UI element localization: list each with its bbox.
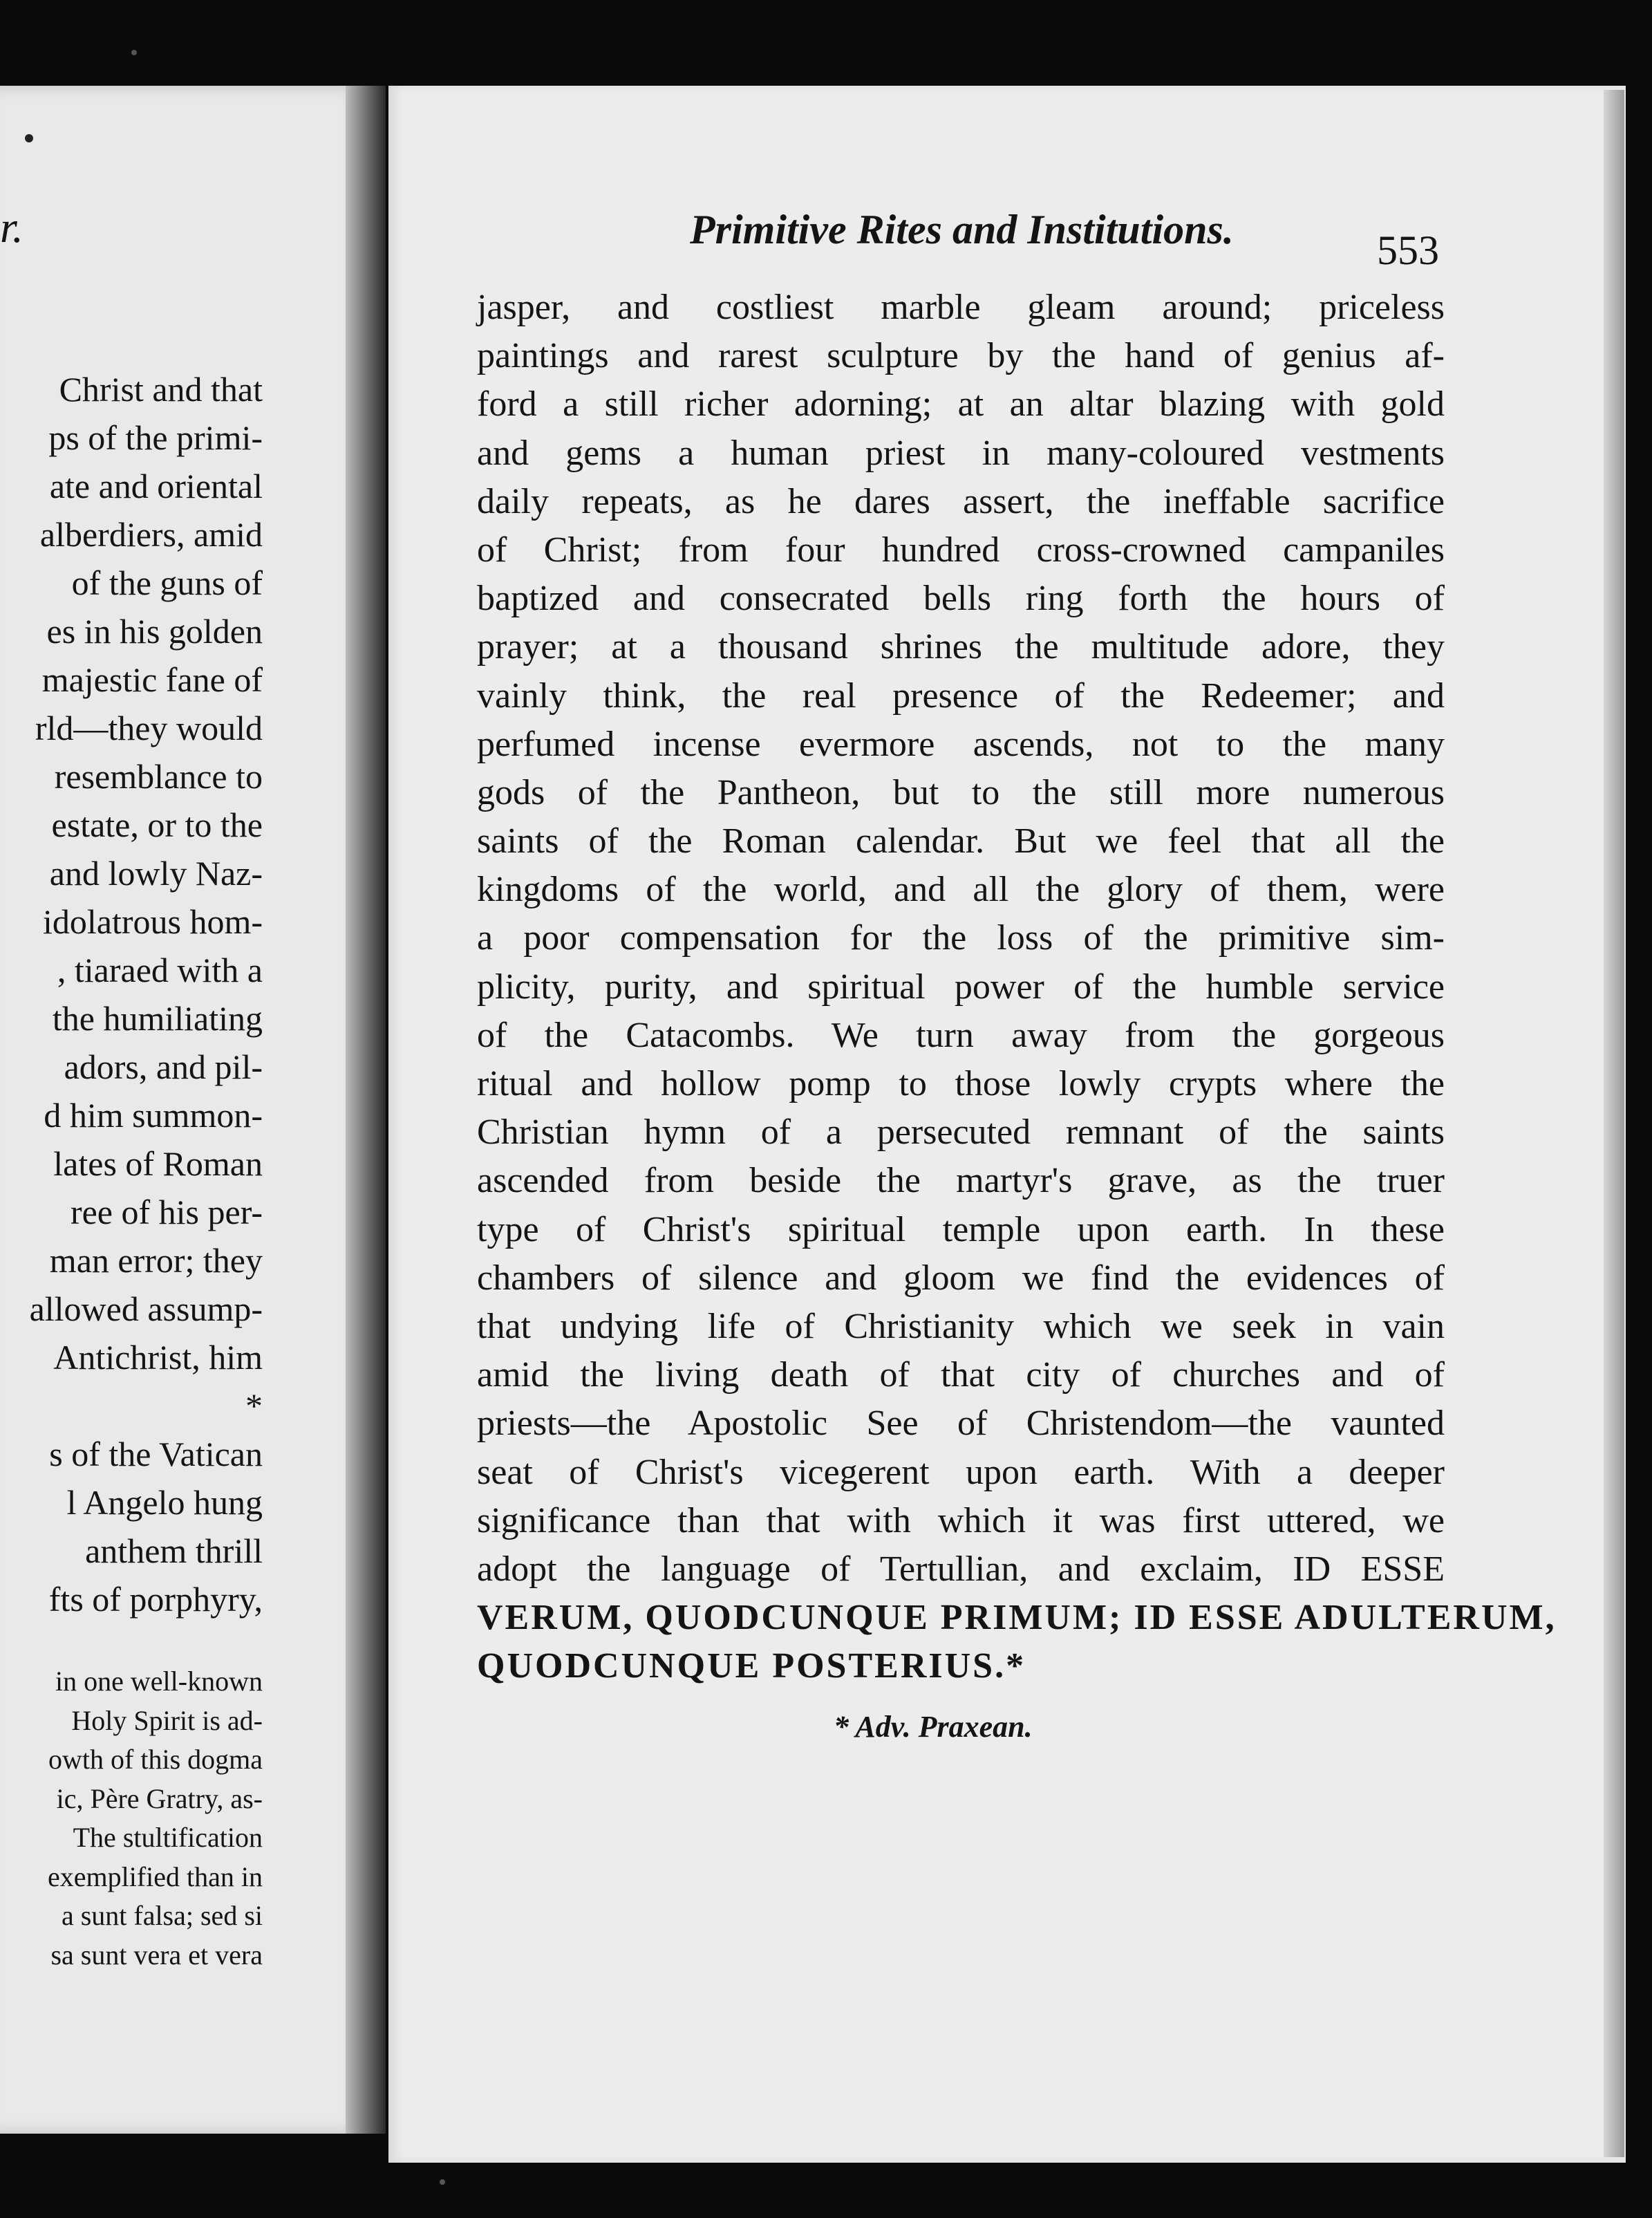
body-line: gods of the Pantheon, but to the still more numerous (477, 772, 1445, 812)
left-line: the humiliating (52, 999, 263, 1038)
body-line: adopt the language of Tertullian, and exclaim, ID ESSE (477, 1549, 1445, 1589)
left-line: estate, or to the (51, 805, 263, 844)
body-line: Christian hymn of a persecuted remnant of the saints (477, 1112, 1445, 1153)
left-line: of the guns of (71, 563, 263, 602)
left-line: rld—they would (35, 709, 263, 747)
left-footnote-line: Holy Spirit is ad- (71, 1704, 263, 1736)
body-line: ritual and hollow pomp to those lowly crypts where the (477, 1064, 1445, 1103)
ink-speck-icon (25, 134, 33, 142)
left-page (0, 86, 368, 2134)
body-line: daily repeats, as he dares assert, the ineffable sacrifice (477, 481, 1445, 521)
left-line: man error; they (49, 1241, 263, 1280)
left-footnote-line: owth of this dogma (48, 1744, 263, 1775)
body-line: significance than that with which it was first uttered, we (477, 1500, 1445, 1540)
body-line: baptized and consecrated bells ring forth the hours of (477, 579, 1445, 619)
left-line: anthem thrill (85, 1531, 263, 1570)
body-line: perfumed incense evermore ascends, not to the many (477, 724, 1445, 764)
left-line: Antichrist, him (53, 1338, 263, 1377)
left-line: ate and oriental (49, 467, 263, 505)
left-line: ree of his per- (70, 1193, 263, 1231)
left-line: majestic fane of (41, 660, 263, 699)
left-line: es in his golden (46, 612, 263, 651)
left-line: d him summon- (44, 1096, 263, 1135)
main-body-text (477, 283, 1557, 1690)
left-line: lates of Roman (53, 1144, 263, 1183)
footnote: * Adv. Praxean. (834, 1710, 1033, 1744)
left-footnote-line: sa sunt vera et vera (50, 1939, 263, 1970)
left-line: alberdiers, amid (39, 515, 263, 554)
latin-quote-line: QUODCUNQUE POSTERIUS.* (477, 1646, 1026, 1686)
body-line: vainly think, the real presence of the Redeemer; and (477, 675, 1445, 716)
left-line: s of the Vatican (49, 1435, 263, 1473)
body-line: a poor compensation for the loss of the primitive sim- (477, 918, 1445, 958)
left-footnote-line: in one well-known (55, 1666, 263, 1697)
scan-speck-icon (131, 50, 137, 55)
left-footnotes (48, 1662, 263, 1975)
left-line: adors, and pil- (64, 1047, 263, 1086)
left-footnote-line: a sunt falsa; sed si (61, 1900, 263, 1931)
body-line: of Christ; from four hundred cross-crowned campaniles (477, 530, 1445, 570)
left-line: allowed assump- (29, 1289, 263, 1328)
page-edge (1604, 90, 1624, 2157)
body-line: jasper, and costliest marble gleam around; priceless (477, 288, 1445, 327)
left-line: ps of the primi- (48, 418, 263, 457)
body-line: priests—the Apostolic See of Christendom—the vaunted (477, 1404, 1445, 1444)
left-body (30, 365, 263, 1623)
running-head: Primitive Rites and Institutions. (690, 207, 1234, 252)
left-line: idolatrous hom- (42, 902, 263, 941)
left-footnote-line: The stultification (73, 1822, 263, 1853)
page-number: 553 (1377, 227, 1439, 273)
left-line: and lowly Naz- (49, 854, 263, 893)
body-line: ascended from beside the martyr's grave, as the truer (477, 1161, 1445, 1201)
body-line: amid the living death of that city of churches and of (477, 1355, 1445, 1395)
body-line: type of Christ's spiritual temple upon earth. In these (477, 1209, 1445, 1249)
body-line: and gems a human priest in many-coloured vestments (477, 433, 1445, 473)
latin-quote-line: VERUM, QUODCUNQUE PRIMUM; ID ESSE ADULTERUM, (477, 1598, 1557, 1638)
body-line: prayer; at a thousand shrines the multitude adore, they (477, 627, 1445, 667)
left-line: resemblance to (54, 757, 263, 796)
left-footnote-line: ic, Père Gratry, as- (56, 1782, 263, 1814)
left-footnote-line: exemplified than in (47, 1861, 263, 1892)
body-line: that undying life of Christianity which we seek in vain (477, 1306, 1445, 1346)
body-line: ford a still richer adorning; at an altar blazing with gold (477, 384, 1445, 425)
left-line: , tiaraed with a (57, 951, 263, 989)
left-line: * (245, 1386, 263, 1425)
body-line: kingdoms of the world, and all the glory of them, were (477, 870, 1445, 910)
body-line: plicity, purity, and spiritual power of the humble service (477, 967, 1445, 1007)
body-line: seat of Christ's vicegerent upon earth. With a deeper (477, 1452, 1445, 1492)
left-line: Christ and that (59, 370, 263, 409)
body-line: paintings and rarest sculpture by the hand of genius af- (477, 336, 1445, 376)
left-line: fts of porphyry, (48, 1580, 263, 1619)
left-header-fragment: r. (0, 203, 24, 252)
body-line: chambers of silence and gloom we find the evidences of (477, 1258, 1445, 1298)
body-line: saints of the Roman calendar. But we feel that all the (477, 821, 1445, 861)
book-gutter (346, 86, 386, 2134)
left-line: l Angelo hung (66, 1483, 263, 1522)
scan-speck-icon (440, 2179, 445, 2185)
body-line: of the Catacombs. We turn away from the gorgeous (477, 1015, 1445, 1055)
